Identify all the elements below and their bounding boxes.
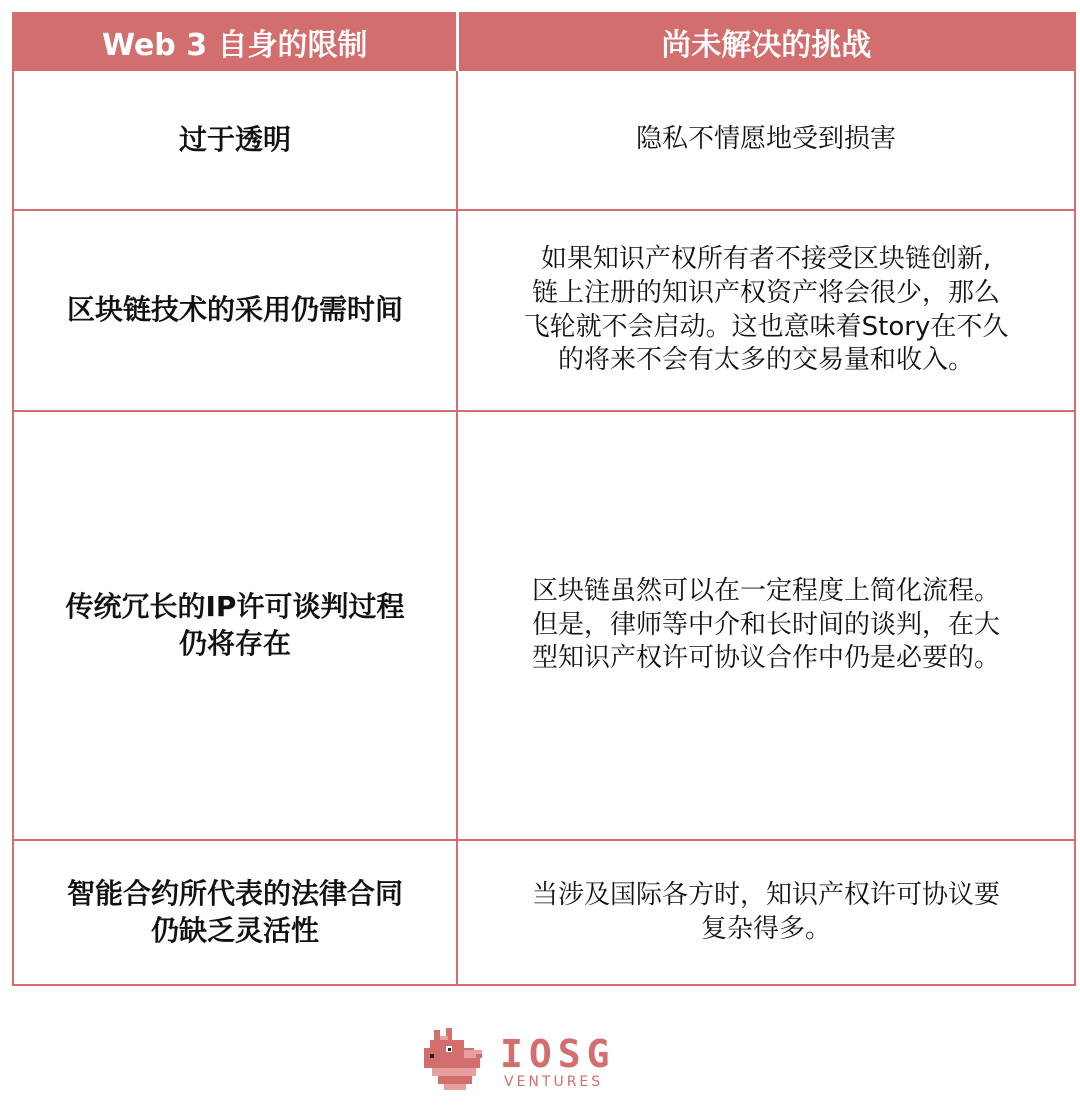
header-web3-limits: Web 3 自身的限制	[13, 13, 457, 70]
table-row	[13, 840, 1075, 985]
table-header-row	[13, 13, 1075, 70]
limit-cell	[13, 210, 457, 411]
challenge-text: 隐私不情愿地受到损害	[635, 124, 896, 155]
table-row	[13, 411, 1075, 840]
limit-text: 区块链技术的采用仍需时间	[66, 293, 403, 327]
challenge-cell	[457, 411, 1075, 840]
challenge-line: 链上注册的知识产权资产将会很少，那么	[531, 277, 1000, 308]
challenge-line: 飞轮就不会启动。这也意味着Story在不久	[523, 311, 1009, 342]
challenge-line: 型知识产权许可协议合作中仍是必要的。	[531, 643, 1000, 674]
challenge-line: 的将来不会有太多的交易量和收入。	[557, 345, 974, 376]
limit-line: 传统冗长的IP许可谈判过程	[65, 590, 405, 624]
iosg-logo	[424, 1028, 634, 1092]
challenge-line: 当涉及国际各方时，知识产权许可协议要	[531, 879, 1000, 910]
challenge-cell	[457, 70, 1075, 210]
challenge-line: 区块链虽然可以在一定程度上简化流程。	[531, 575, 1000, 606]
limit-cell	[13, 411, 457, 840]
dragon-mascot-icon	[424, 1028, 494, 1092]
limit-line: 智能合约所代表的法律合同	[66, 877, 403, 911]
challenge-line: 如果知识产权所有者不接受区块链创新,	[540, 243, 992, 274]
challenge-cell	[457, 210, 1075, 411]
challenge-line: 复杂得多。	[700, 913, 831, 944]
challenge-line: 但是，律师等中介和长时间的谈判，在大	[531, 609, 1000, 640]
limit-cell	[13, 840, 457, 985]
logo-subtitle: VENTURES	[504, 1074, 604, 1090]
challenge-cell	[457, 840, 1075, 985]
header-unsolved-challenges: 尚未解决的挑战	[457, 13, 1075, 70]
limit-cell	[13, 70, 457, 210]
logo-wordmark: IOSG	[500, 1032, 616, 1076]
limit-line: 仍缺乏灵活性	[150, 913, 319, 947]
limit-line: 仍将存在	[178, 626, 291, 660]
comparison-table	[12, 12, 1076, 986]
table-row	[13, 210, 1075, 411]
table-row	[13, 70, 1075, 210]
limit-text: 过于透明	[178, 122, 291, 156]
